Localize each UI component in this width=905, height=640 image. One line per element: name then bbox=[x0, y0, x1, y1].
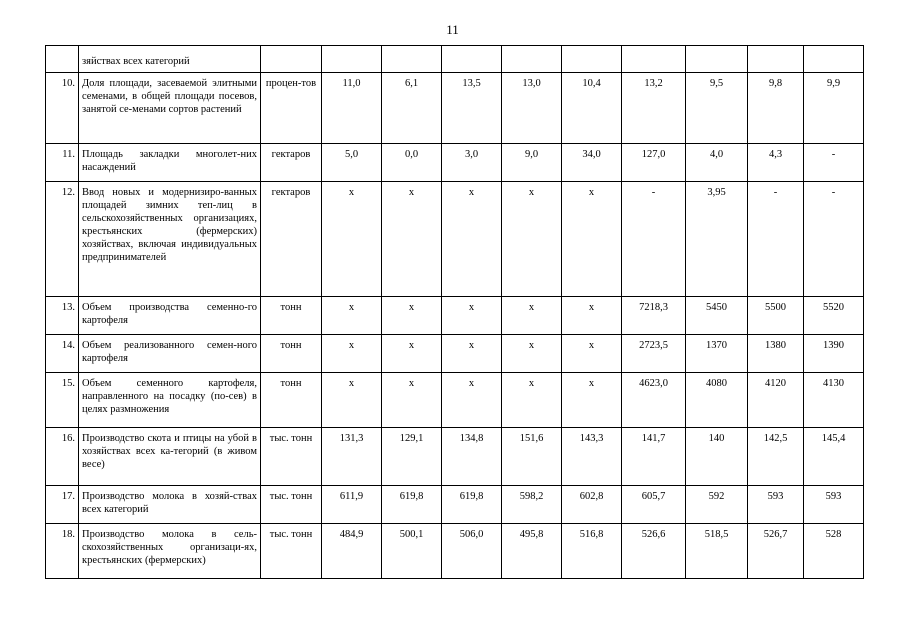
value-cell: 5,0 bbox=[322, 144, 382, 182]
value-cell: - bbox=[622, 182, 686, 297]
value-cell: х bbox=[322, 335, 382, 373]
value-cell: х bbox=[562, 182, 622, 297]
value-cell: х bbox=[502, 182, 562, 297]
indicator-name: Объем реализованного семен-ного картофеля bbox=[79, 335, 261, 373]
value-cell: х bbox=[502, 373, 562, 428]
value-cell: 4120 bbox=[748, 373, 804, 428]
value-cell: 593 bbox=[804, 486, 864, 524]
table-row bbox=[46, 144, 864, 182]
value-cell: 9,8 bbox=[748, 73, 804, 144]
row-number: 13. bbox=[46, 297, 79, 335]
value-cell: 484,9 bbox=[322, 524, 382, 579]
value-cell: х bbox=[442, 373, 502, 428]
value-cell: 518,5 bbox=[686, 524, 748, 579]
value-cell: 134,8 bbox=[442, 428, 502, 486]
value-cell: 506,0 bbox=[442, 524, 502, 579]
page-number: 11 bbox=[446, 22, 459, 37]
unit-cell: тонн bbox=[261, 335, 322, 373]
value-cell: 141,7 bbox=[622, 428, 686, 486]
value-cell: 142,5 bbox=[748, 428, 804, 486]
value-cell: 1380 bbox=[748, 335, 804, 373]
value-cell: х bbox=[322, 373, 382, 428]
value-cell: 5520 bbox=[804, 297, 864, 335]
indicator-name: Производство скота и птицы на убой в хозяйствах всех ка-тегорий (в живом весе) bbox=[79, 428, 261, 486]
value-cell: - bbox=[748, 182, 804, 297]
value-cell: 4,3 bbox=[748, 144, 804, 182]
value-cell: 619,8 bbox=[442, 486, 502, 524]
value-cell: 593 bbox=[748, 486, 804, 524]
value-cell: 129,1 bbox=[382, 428, 442, 486]
table-row bbox=[46, 524, 864, 579]
value-cell: 5500 bbox=[748, 297, 804, 335]
indicator-name: Производство молока в хозяй-ствах всех категорий bbox=[79, 486, 261, 524]
value-cell: 611,9 bbox=[322, 486, 382, 524]
value-cell: 13,5 bbox=[442, 73, 502, 144]
value-cell: 598,2 bbox=[502, 486, 562, 524]
value-cell: 6,1 bbox=[382, 73, 442, 144]
number-cell bbox=[46, 46, 79, 73]
value-cell: х bbox=[502, 335, 562, 373]
value-cell: 0,0 bbox=[382, 144, 442, 182]
value-cell: х bbox=[442, 297, 502, 335]
row-number: 18. bbox=[46, 524, 79, 579]
value-cell: 7218,3 bbox=[622, 297, 686, 335]
value-cell: х bbox=[382, 182, 442, 297]
unit-cell: тонн bbox=[261, 297, 322, 335]
value-cell: х bbox=[562, 335, 622, 373]
indicator-name: Объем семенного картофеля, направленного на посадку (по-сев) в целях размножения bbox=[79, 373, 261, 428]
value-cell: 4,0 bbox=[686, 144, 748, 182]
value-cell: 4080 bbox=[686, 373, 748, 428]
value-cell: 4130 bbox=[804, 373, 864, 428]
value-cell: 9,0 bbox=[502, 144, 562, 182]
indicator-name: Доля площади, засеваемой элитными семенами, в общей площади посевов, занятой се-менами сортов растений bbox=[79, 73, 261, 144]
value-cell: 3,95 bbox=[686, 182, 748, 297]
value-cell: 151,6 bbox=[502, 428, 562, 486]
row-number: 16. bbox=[46, 428, 79, 486]
unit-cell: тыс. тонн bbox=[261, 428, 322, 486]
value-cell: 516,8 bbox=[562, 524, 622, 579]
table-row bbox=[46, 73, 864, 144]
value-cell: 4623,0 bbox=[622, 373, 686, 428]
value-cell: 1390 bbox=[804, 335, 864, 373]
value-cell: 526,7 bbox=[748, 524, 804, 579]
value-cell: 592 bbox=[686, 486, 748, 524]
value-cell: 13,0 bbox=[502, 73, 562, 144]
value-cell: х bbox=[442, 182, 502, 297]
unit-cell: тыс. тонн bbox=[261, 524, 322, 579]
indicator-name: Производство молока в сель-скохозяйственных организаци-ях, крестьянских (фермерских) bbox=[79, 524, 261, 579]
value-cell: х bbox=[382, 297, 442, 335]
value-cell: х bbox=[382, 335, 442, 373]
row-number: 15. bbox=[46, 373, 79, 428]
indicator-name: Площадь закладки многолет-них насаждений bbox=[79, 144, 261, 182]
value-cell: 528 bbox=[804, 524, 864, 579]
row-number: 10. bbox=[46, 73, 79, 144]
indicator-name: Объем производства семенно-го картофеля bbox=[79, 297, 261, 335]
value-cell: 2723,5 bbox=[622, 335, 686, 373]
value-cell: 140 bbox=[686, 428, 748, 486]
value-cell: 13,2 bbox=[622, 73, 686, 144]
value-cell: 9,9 bbox=[804, 73, 864, 144]
value-cell: 5450 bbox=[686, 297, 748, 335]
unit-cell: процен-тов bbox=[261, 73, 322, 144]
unit-cell: гектаров bbox=[261, 144, 322, 182]
value-cell: - bbox=[804, 182, 864, 297]
value-cell: х bbox=[382, 373, 442, 428]
value-cell: 1370 bbox=[686, 335, 748, 373]
value-cell: 495,8 bbox=[502, 524, 562, 579]
value-cell: 619,8 bbox=[382, 486, 442, 524]
table-row bbox=[46, 428, 864, 486]
indicator-name: Ввод новых и модернизиро-ванных площадей зимних теп-лиц в сельскохозяйственных организациях, крестьянских (фермерских) хозяйствах, включая индивидуальных предпринимателей bbox=[79, 182, 261, 297]
unit-cell: гектаров bbox=[261, 182, 322, 297]
continuation-row bbox=[46, 46, 864, 73]
value-cell: - bbox=[804, 144, 864, 182]
value-cell: 605,7 bbox=[622, 486, 686, 524]
indicators-table bbox=[45, 45, 864, 579]
value-cell: 9,5 bbox=[686, 73, 748, 144]
value-cell: 145,4 bbox=[804, 428, 864, 486]
value-cell: 3,0 bbox=[442, 144, 502, 182]
indicator-name: зяйствах всех категорий bbox=[79, 46, 261, 73]
value-cell: 127,0 bbox=[622, 144, 686, 182]
value-cell: х bbox=[322, 297, 382, 335]
value-cell: х bbox=[502, 297, 562, 335]
row-number: 14. bbox=[46, 335, 79, 373]
value-cell: 34,0 bbox=[562, 144, 622, 182]
value-cell: х bbox=[562, 373, 622, 428]
unit-cell: тыс. тонн bbox=[261, 486, 322, 524]
table-row bbox=[46, 373, 864, 428]
value-cell: 11,0 bbox=[322, 73, 382, 144]
value-cell: 143,3 bbox=[562, 428, 622, 486]
value-cell: х bbox=[442, 335, 502, 373]
value-cell: х bbox=[322, 182, 382, 297]
table-row bbox=[46, 335, 864, 373]
table-row bbox=[46, 297, 864, 335]
table-row bbox=[46, 182, 864, 297]
table-row bbox=[46, 486, 864, 524]
value-cell: 131,3 bbox=[322, 428, 382, 486]
row-number: 11. bbox=[46, 144, 79, 182]
unit-cell: тонн bbox=[261, 373, 322, 428]
value-cell: 10,4 bbox=[562, 73, 622, 144]
value-cell: 602,8 bbox=[562, 486, 622, 524]
value-cell: 526,6 bbox=[622, 524, 686, 579]
row-number: 12. bbox=[46, 182, 79, 297]
value-cell: 500,1 bbox=[382, 524, 442, 579]
value-cell: х bbox=[562, 297, 622, 335]
row-number: 17. bbox=[46, 486, 79, 524]
